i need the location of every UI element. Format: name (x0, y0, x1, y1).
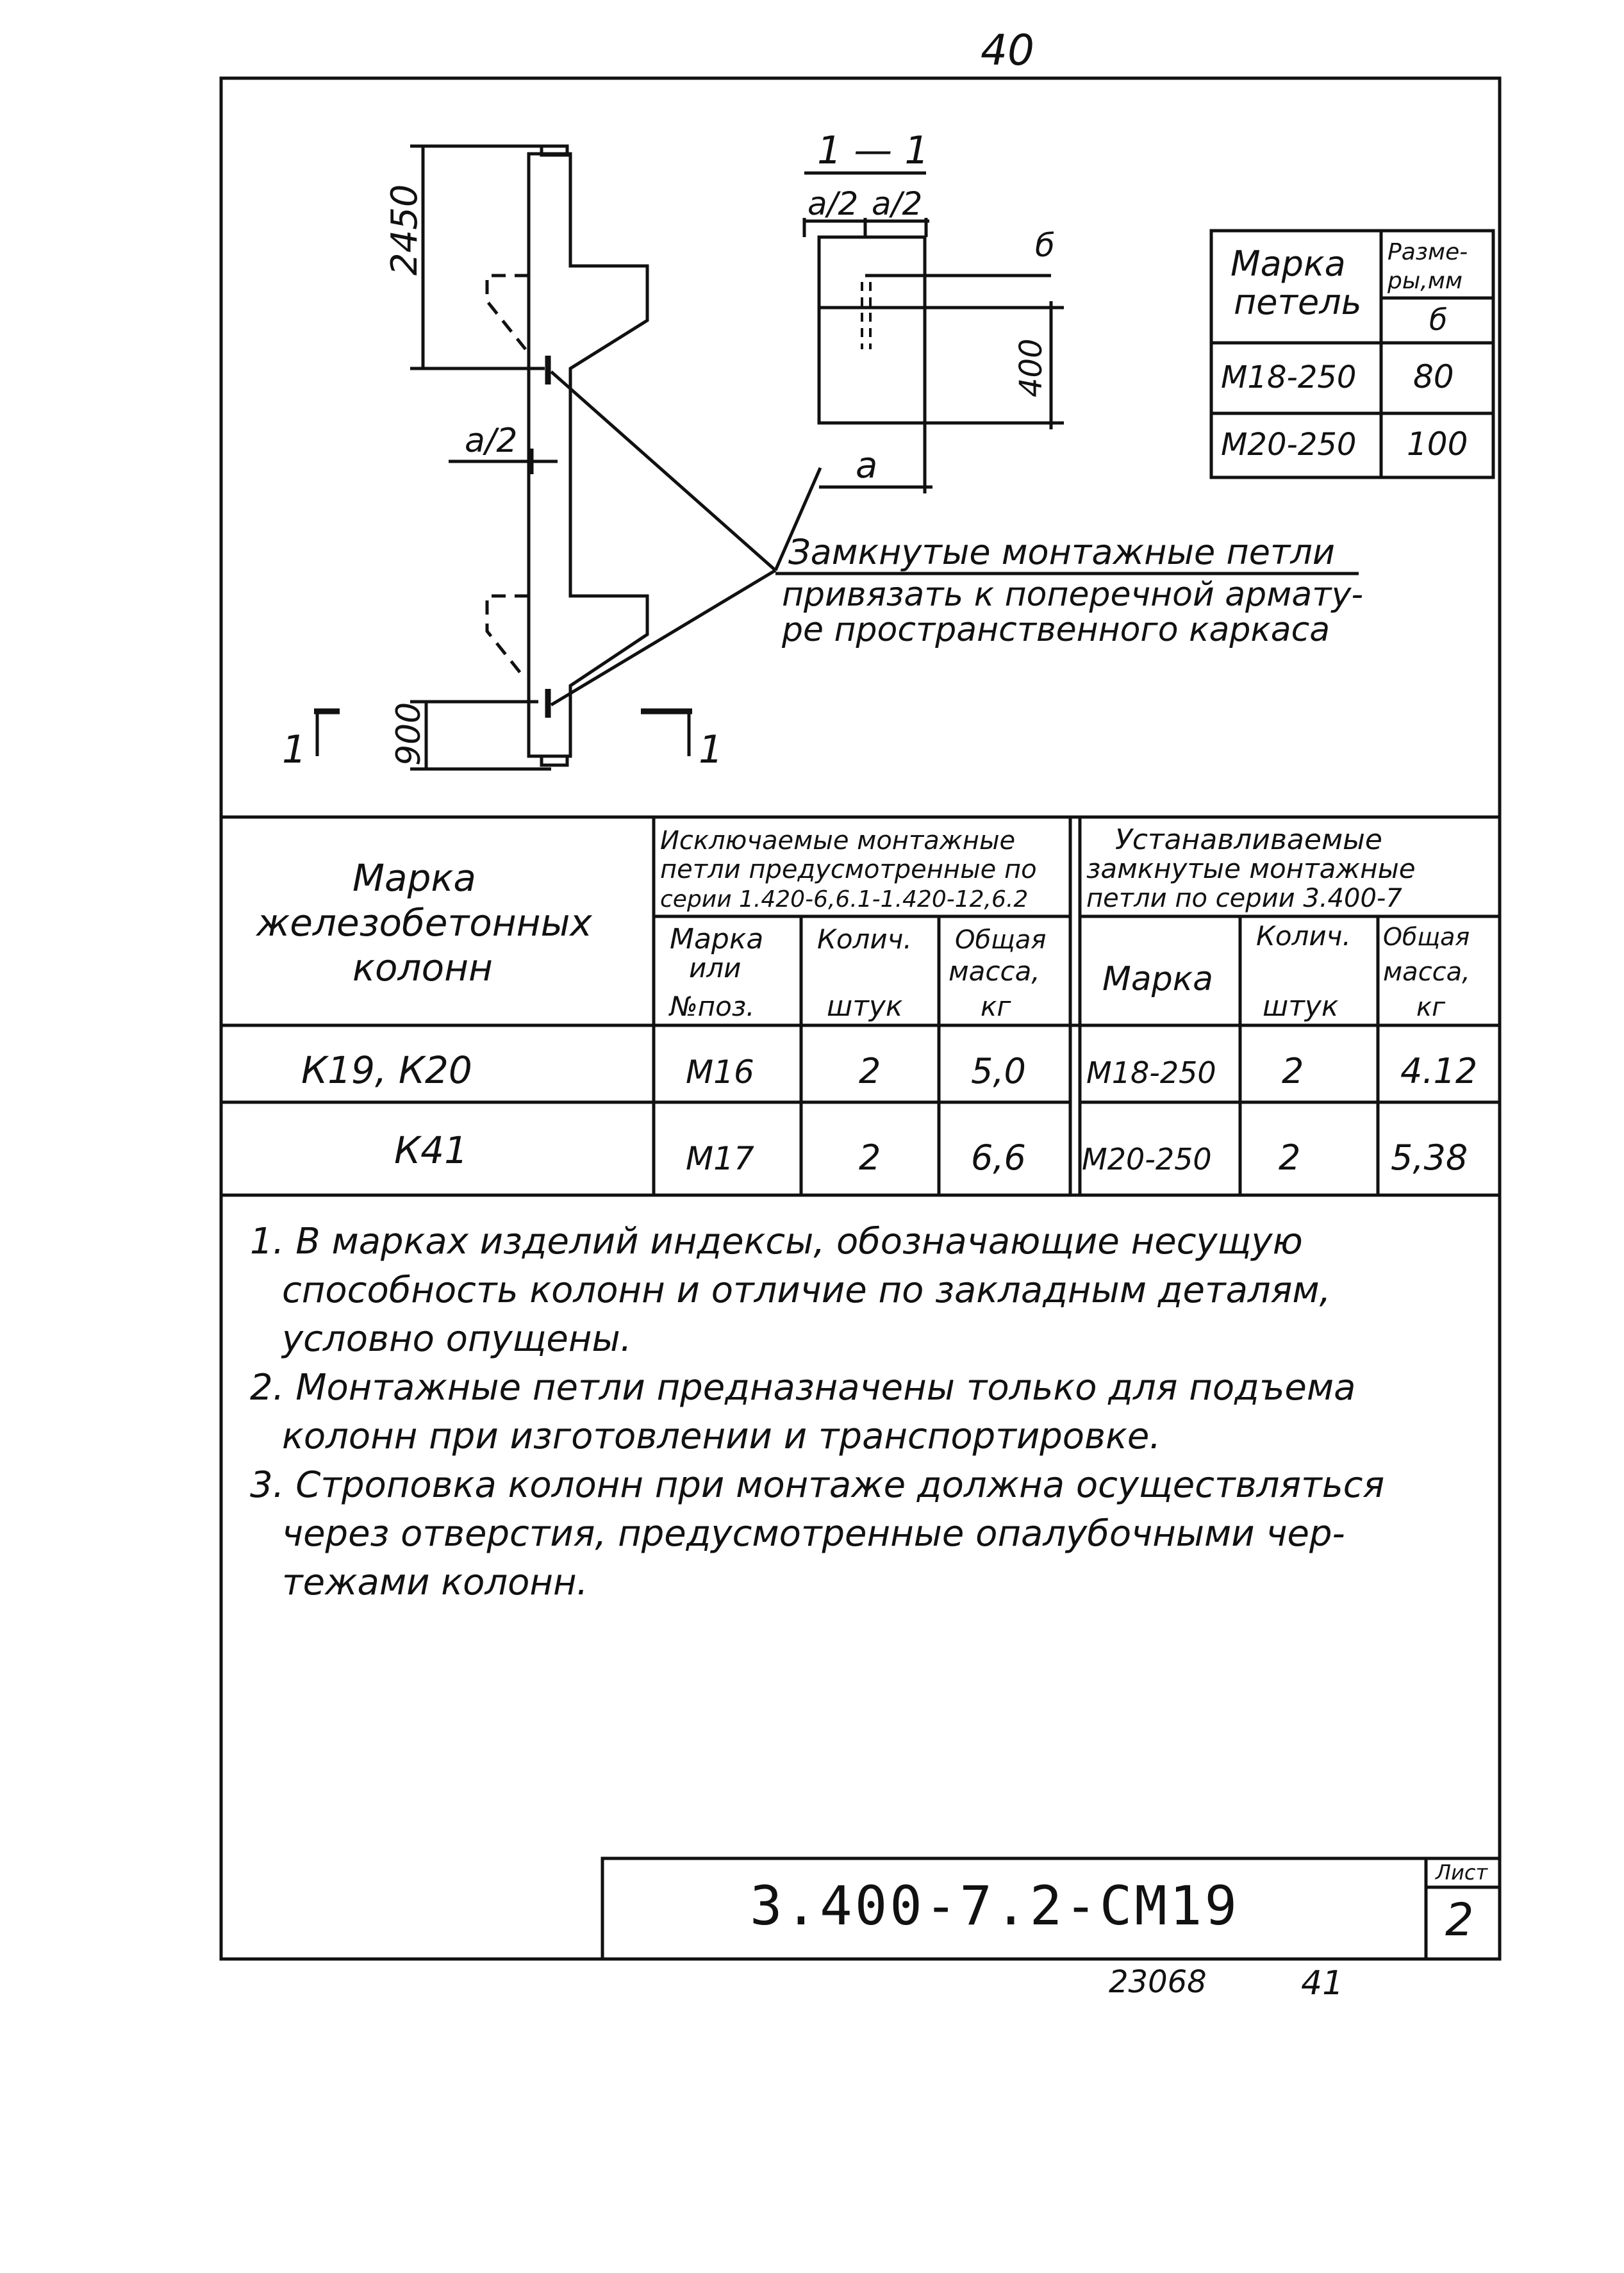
group-excluded-3: серии 1.420-6,6.1-1.420-12,6.2 (660, 886, 1029, 913)
section-marker-left: 1 (282, 727, 307, 772)
row-2-col: К41 (394, 1128, 468, 1172)
row-2-ex-mark: М17 (686, 1140, 754, 1177)
section-b: б (1035, 227, 1055, 264)
sub-mark-left-2: или (689, 952, 742, 984)
bottom-number-1: 23068 (1109, 1964, 1207, 2000)
note-3-line-3: тежами колонн. (282, 1562, 588, 1603)
note-2-line-2: колонн при изготовлении и транспортировке. (282, 1416, 1161, 1457)
dim-900: 900 (390, 702, 428, 766)
note-2-line-1: 2. Монтажные петли предназначены только для подъема (250, 1367, 1356, 1409)
sub-mass-right-3: кг (1416, 993, 1446, 1022)
group-excluded-2: петли предусмотренные по (660, 855, 1037, 884)
loop-header-size-2: ры,мм (1388, 268, 1463, 294)
section-a-half-left: a/2 (808, 185, 859, 222)
callout-line-1: Замкнутые монтажные петли (788, 532, 1336, 572)
section-a-half-right: a/2 (872, 185, 923, 222)
note-1-line-1: 1. В марках изделий индексы, обозначающие несущую (250, 1221, 1303, 1262)
row-1-in-qty: 2 (1282, 1051, 1304, 1091)
section-a: a (856, 445, 878, 486)
column-outline (529, 154, 647, 756)
col-mark-1: Марка (352, 856, 476, 900)
row-1-col: К19, К20 (301, 1048, 472, 1092)
sub-mass-right-2: масса, (1383, 957, 1470, 987)
callout-line-3: ре пространственного каркаса (782, 611, 1330, 649)
row-2-ex-mass: 6,6 (971, 1137, 1026, 1178)
bottom-number-2: 41 (1301, 1964, 1344, 2003)
sub-qty-left-2: штук (827, 990, 903, 1023)
notes-block (250, 1218, 1468, 1607)
note-1-line-3: условно опущены. (282, 1318, 632, 1360)
note-3-line-1: 3. Строповка колонн при монтаже должна осуществляться (250, 1464, 1385, 1506)
row-1-in-mass: 4.12 (1400, 1051, 1478, 1091)
row-1-ex-mass: 5,0 (971, 1051, 1026, 1091)
section-outline (819, 237, 925, 423)
dim-2450: 2450 (384, 184, 426, 276)
row-1-ex-qty: 2 (859, 1051, 881, 1091)
group-excluded-1: Исключаемые монтажные (660, 826, 1016, 855)
row-1-in-mark: М18-250 (1086, 1055, 1216, 1090)
sub-mark-left-3: №поз. (670, 991, 755, 1022)
section-marker-right: 1 (699, 727, 724, 772)
stamp-code: 3.400-7.2-СМ19 (750, 1874, 1240, 1937)
stamp-sheet-label: Лист (1436, 1860, 1488, 1885)
group-installed-1: Устанавливаемые (1115, 823, 1382, 856)
loop-row-1-mark: М18-250 (1221, 360, 1357, 395)
col-mark-3: колонн (352, 946, 493, 989)
sub-qty-right-2: штук (1263, 990, 1339, 1023)
loop-header-b: б (1429, 302, 1448, 337)
loop-header-size-1: Разме- (1388, 239, 1468, 265)
row-1-ex-mark: М16 (686, 1054, 754, 1091)
row-2-in-mass: 5,38 (1391, 1137, 1468, 1178)
sub-mass-left-2: масса, (949, 955, 1040, 987)
row-2-ex-qty: 2 (859, 1137, 881, 1178)
group-installed-2: замкнутые монтажные (1086, 853, 1416, 884)
stamp-sheet-number: 2 (1445, 1894, 1474, 1946)
section-400: 400 (1013, 338, 1049, 397)
section-title: 1 — 1 (817, 128, 929, 173)
loop-header-mark-1: Марка (1230, 244, 1346, 284)
callout-line-2: привязать к поперечной армату- (782, 575, 1364, 614)
sub-mark-left-1: Марка (670, 923, 764, 955)
dim-a-half: a/2 (465, 422, 518, 460)
sub-mass-right-1: Общая (1383, 923, 1470, 951)
group-installed-3: петли по серии 3.400-7 (1086, 884, 1402, 913)
row-2-in-mark: М20-250 (1082, 1142, 1212, 1177)
note-1-line-2: способность колонн и отличие по закладным деталям, (282, 1269, 1331, 1311)
loop-header-mark-2: петель (1234, 282, 1362, 322)
loop-row-1-b: 80 (1413, 358, 1454, 395)
col-mark-2: железобетонных (256, 901, 592, 945)
top-page-number: 40 (981, 26, 1034, 75)
sub-qty-left-1: Колич. (817, 923, 912, 955)
row-2-in-qty: 2 (1279, 1137, 1301, 1178)
note-3-line-2: через отверстия, предусмотренные опалубочными чер- (282, 1513, 1345, 1555)
loop-row-2-b: 100 (1407, 426, 1468, 463)
sub-mass-left-1: Общая (955, 925, 1047, 955)
sub-mass-left-3: кг (981, 991, 1011, 1022)
loop-row-2-mark: М20-250 (1221, 427, 1357, 463)
sub-qty-right-1: Колич. (1256, 920, 1351, 952)
sub-mark-right: Марка (1102, 960, 1214, 998)
